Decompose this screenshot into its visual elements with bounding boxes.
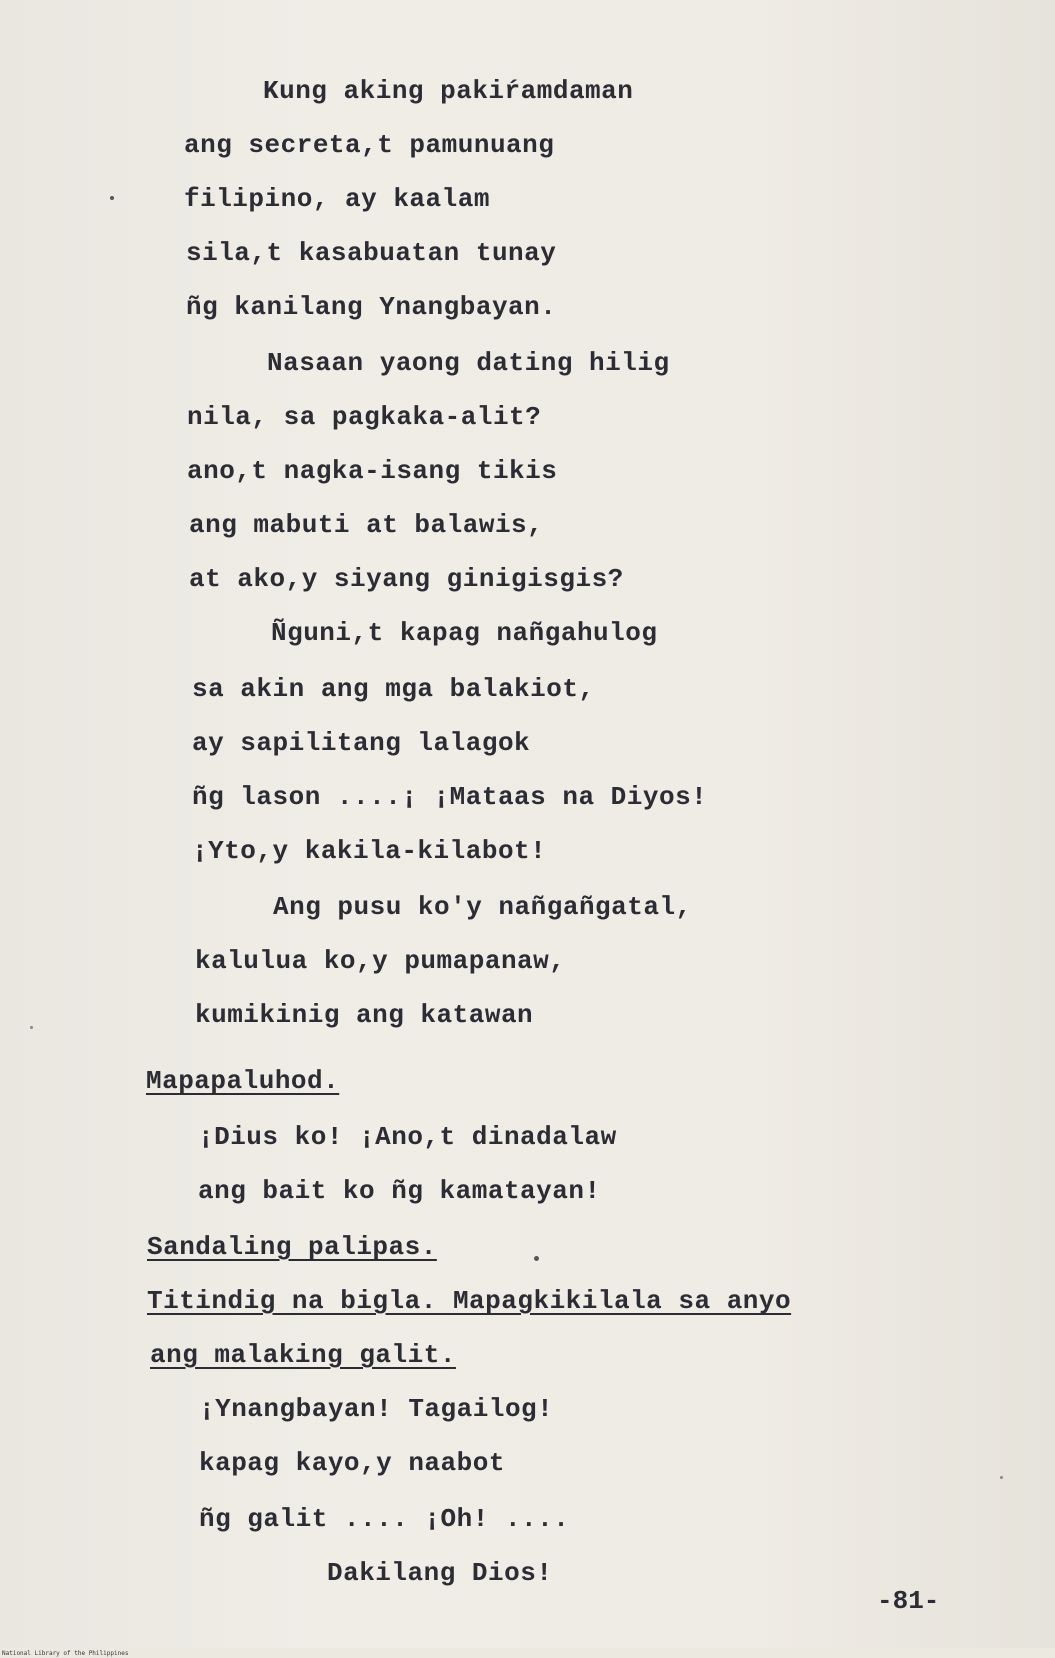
poem-line-11: Ñguni,t kapag nañgahulog	[271, 618, 658, 648]
poem-line-20: ang bait ko ñg kamatayan!	[198, 1176, 601, 1206]
poem-line-10: at ako,y siyang ginigisgis?	[189, 564, 624, 594]
poem-line-18: kumikinig ang katawan	[195, 1000, 534, 1030]
paper-speck	[534, 1256, 539, 1261]
poem-line-14: ñg lason ....¡ ¡Mataas na Diyos!	[192, 782, 708, 812]
page-number: -81-	[877, 1586, 940, 1616]
paper-speck	[110, 196, 114, 200]
poem-line-23: ñg galit .... ¡Oh! ....	[199, 1504, 570, 1534]
stage-direction-3: Titindig na bigla. Mapagkikilala sa anyo	[147, 1286, 792, 1316]
stage-direction-2: Sandaling palipas.	[147, 1232, 437, 1262]
poem-line-9: ang mabuti at balawis,	[189, 510, 544, 540]
poem-line-3: filipino, ay kaalam	[184, 184, 490, 214]
footer-credit: National Library of the Philippines	[2, 1650, 129, 1657]
poem-line-12: sa akin ang mga balakiot,	[192, 674, 595, 704]
stage-direction-4: ang malaking galit.	[150, 1340, 456, 1370]
paper-speck	[1000, 1476, 1003, 1479]
poem-line-4: sila,t kasabuatan tunay	[186, 238, 557, 268]
stage-direction-1: Mapapaluhod.	[146, 1066, 340, 1096]
poem-line-1: Kung aking pakiŕamdaman	[263, 76, 634, 106]
poem-line-13: ay sapilitang lalagok	[192, 728, 531, 758]
poem-line-6: Nasaan yaong dating hilig	[267, 348, 670, 378]
poem-line-16: Ang pusu ko'y nañgañgatal,	[273, 892, 692, 922]
poem-line-5: ñg kanilang Ynangbayan.	[186, 292, 557, 322]
poem-line-2: ang secreta,t pamunuang	[184, 130, 555, 160]
poem-line-19: ¡Dius ko! ¡Ano,t dinadalaw	[198, 1122, 617, 1152]
poem-line-15: ¡Yto,y kakila-kilabot!	[192, 836, 547, 866]
poem-line-24: Dakilang Dios!	[327, 1558, 553, 1588]
poem-line-22: kapag kayo,y naabot	[199, 1448, 505, 1478]
poem-line-21: ¡Ynangbayan! Tagailog!	[199, 1394, 554, 1424]
poem-line-8: ano,t nagka-isang tikis	[187, 456, 558, 486]
poem-line-7: nila, sa pagkaka-alit?	[187, 402, 542, 432]
paper-speck	[30, 1026, 33, 1029]
poem-line-17: kalulua ko,y pumapanaw,	[195, 946, 566, 976]
